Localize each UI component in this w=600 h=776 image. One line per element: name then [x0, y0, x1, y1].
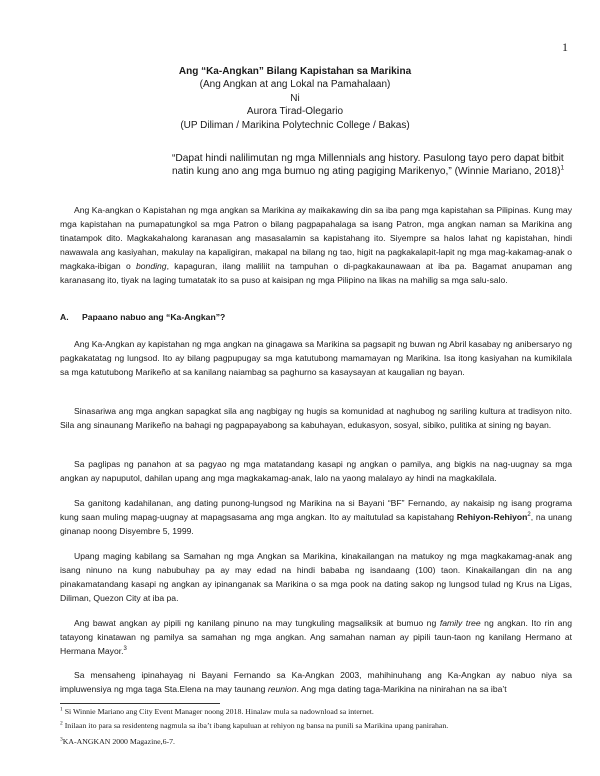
intro-paragraph: Ang Ka-angkan o Kapistahan ng mga angkan sa Marikina ay maikakawing din sa iba pang mga kapistahan sa Pilipinas. Kung may mga kapistahan na pumapatungkol sa mga Patron o bilang pagpapahalaga sa isang Patron, mga angkan naman sa Marikina ang tinatampok dito. Magkakahalong karanasan ang masasalamin sa kapistahang ito. Siyempre sa halos lahat ng kapistahan, hindi nawawala ang kasiyahan, makulay na kapaligiran, makapal na bilang ng tao, higit na pagkakalapit-lapit ng mga mag-kakamag-anak o magkaka-ibigan o bonding, kapaguran, ilang maliliit na tampuhan o di-pagkakaunawaan at iba pa. Bagamat anupaman ang karanasang ito, tiyak na laging tumatatak ito sa puso at kaisipan ng mga Pilipino na likas na mahilig sa mga salu-salo. [60, 205, 572, 285]
paragraph-1: Ang Ka-Angkan ay kapistahan ng mga angkan na ginagawa sa Marikina sa pagsapit ng buwan ng Abril kasabay ng anibersaryo ng pagkakatatag ng lungsod. Ito ay bilang pagpupugay sa mga katutubong mamamayan ng Marikina. Isa itong kasiyahan na kumikilala sa mga katutubong Marikeño at sa kanilang naiambag sa paghurno sa kasaysayan at kaugalian ng bayan. [60, 339, 572, 377]
paragraph-2: Sinasariwa ang mga angkan sapagkat sila ang nagbigay ng hugis sa komunidad at naghubog ng sariling kultura at tradisyon nito. Sila ang sinaunang Marikeño na bahagi ng pagpapayabong sa kabuhayan, edukasyon, sosyal, sibiko, pulitika at sining ng bayan. [60, 406, 572, 430]
paragraph-7: Sa mensaheng ipinahayag ni Bayani Fernando sa Ka-Angkan 2003, mahihinuhang ang Ka-Angkan ay nabuo niya sa impluwensiya ng mga taga Sta.Elena na may taunang reunion. Ang mga dating taga-Marikina na ninirahan na sa iba’t [60, 670, 572, 694]
author-name: Aurora Tirad-Olegario [246, 106, 344, 118]
footnote-ref-1: 1 [560, 164, 565, 172]
document-header [60, 65, 530, 132]
footnote-divider [60, 703, 220, 704]
footnote-ref-3: 3 [123, 646, 127, 653]
epigraph-quote [172, 152, 568, 178]
paragraph-4: Sa ganitong kadahilanan, ang dating punong-lungsod ng Marikina na si Bayani “BF” Fernando, ay nakaisip ng isang programa kung saan muling mapag-uugnay at mapagsasama ang mga angkan. Ito ay maitutulad sa kapistahang Rehiyon-Rehiyon$^2$, na unang ginanap noong Disyembre 5, 1999. [60, 498, 572, 536]
epigraph-text: “Dapat hindi nalilimutan ng mga Millennials ang history. Pasulong tayo pero dapat bitbit natin kung ano ang mga bumuo ng ating pagiging Marikenyo,” (Winnie Mariano, 2018) [172, 153, 564, 178]
footnote-2: $^2$ Inilaan ito para sa residenteng nagmula sa iba’t ibang kapuluan at rehiyon ng bansa na punili sa Marikina upang panirahan. [60, 720, 449, 730]
footnote-1: $^1$ Si Winnie Mariano ang City Event Manager noong 2018. Hinalaw mula sa nadownload sa internet. [60, 706, 374, 716]
document-subtitle: (Ang Angkan at ang Lokal na Pamahalaan) [199, 79, 391, 91]
footnote-ref-2: 2 [527, 512, 531, 519]
footnote-3: $^3$KA-ANGKAN 2000 Magazine,6-7. [60, 736, 175, 746]
paragraph-5: Upang maging kabilang sa Samahan ng mga Angkan sa Marikina, kinakailangan na matukoy ng mga magkakamag-anak ang isang ninuno na kung nabubuhay pa ay may edad na hindi bababa ng isandaang (100) taon. Kinakailangan din na ang pinakamatandang kasapi ng angkan ay ipinanganak sa Marikina o sa mga pook na dating sakop ng lungsod tulad ng Krus na Ligas, Diliman, Quezon City at iba pa. [60, 551, 572, 603]
document-title: Ang “Ka-Angkan” Bilang Kapistahan sa Marikina [178, 66, 412, 77]
author-affiliation: (UP Diliman / Marikina Polytechnic College / Bakas) [180, 119, 410, 131]
section-heading-a [60, 312, 225, 322]
paragraph-3: Sa paglipas ng panahon at sa pagyao ng mga matatandang kasapi ng angkan o pamilya, ang bigkis na nag-uugnay sa mga angkan ay napuputol, dahilan upang ang mga magkakamag-anak, lalo na yaong malalayo ay hindi na magkakilala. [60, 459, 572, 483]
page-number: 1 [562, 40, 568, 54]
section-title: Papaano nabuo ang “Ka-Angkan”? [82, 312, 226, 322]
section-label: A. [60, 312, 69, 322]
paragraph-6: Ang bawat angkan ay pipili ng kanilang pinuno na may tungkuling magsaliksik at bumuo ng family tree ng angkan. Ito rin ang tatayong kinatawan ng pamilya sa samahan ng mga angkan. Ang samahan naman ay pipili taun-taon ng kanilang Hermano at Hermana Mayor.$^3$ [60, 618, 572, 656]
byline-ni: Ni [290, 92, 300, 104]
